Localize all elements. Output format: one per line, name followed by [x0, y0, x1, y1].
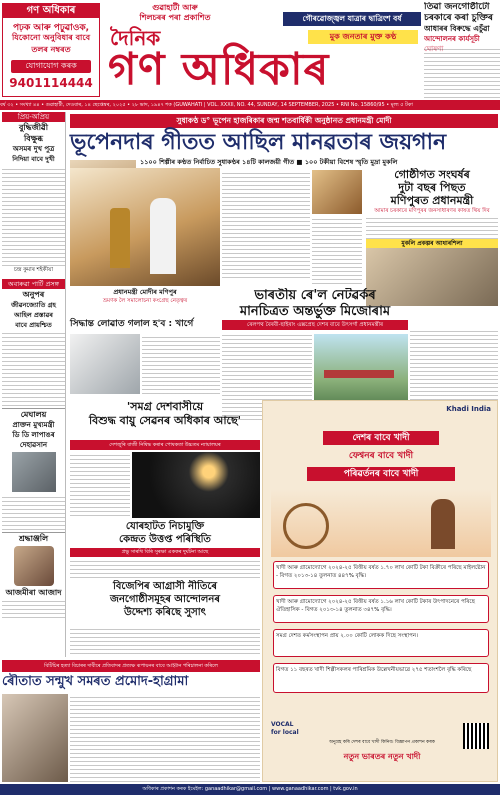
promo-logo: গণ অধিকাৰ	[3, 4, 99, 18]
top-right-headline-4: আন্দোলনৰ কাৰ্যসূচী	[424, 35, 480, 43]
rail-headline-1: ভাৰতীয় ৰে'ল নেটৱৰ্কৰ	[254, 288, 376, 303]
left-item1-byline: চন্দ্ৰ কুমাৰ শইকীয়া	[14, 267, 53, 273]
top-right-headline-1: তিৱা জনগোষ্ঠীটো	[424, 2, 490, 12]
kharge-body	[142, 334, 220, 394]
dateline-bar: বৰ্ষ ৩২ • সংখ্যা ৪৪ • গুৱাহাটী, দেওবাৰ, ১৪ ছেপ্তেম্বৰ, ২০২৫ • ২৮ ভাদ, ১৯৪৭ শক (GUWAHATI | VOL. XXXII, NO. 44, SUNDAY, 14 SEPTEMBER, 2025 • RNI No. 15860/95 • মূল্য ৫ টকা	[0, 100, 500, 110]
lead-kicker: সুধাকণ্ঠ ড° ভূপেন হাজৰিকাৰ জন্ম শতবাৰ্ষিকী অনুষ্ঠানত প্ৰধানমন্ত্ৰী মোদী	[70, 114, 498, 128]
ad-brand: Khadi India	[446, 405, 491, 413]
lead-photo-main	[70, 168, 220, 286]
left-item3-body	[2, 494, 65, 532]
ad-illustration	[271, 489, 491, 557]
lead-deck: ১১০০ শিল্পীৰ কণ্ঠত নিৰ্বাচিত সুধাকণ্ঠৰ ১৪টি কালজয়ী গীত ■ ১০০ টকীয়া বিশেষ স্মৃতি মুদ্ৰা মুকলি	[140, 158, 398, 166]
tribute-name: আজমীৰা আজাদ	[5, 588, 62, 597]
bottom-photo	[2, 694, 68, 782]
masthead-daily: দৈনিক	[110, 26, 161, 50]
manipur-headline-3: মণিপুৰত প্ৰধানমন্ত্ৰী	[390, 194, 474, 207]
bottom-body	[70, 694, 260, 782]
ad-stat-2: খাদী আৰু গ্ৰামোদ্যোগে ২০২৪-২৫ বিত্তীয় বৰ্ষত ১.১৬ লাখ কোটি টকাৰ উৎপাদনেৰে পৰিছে ঐতিহাসিক - বিগত ২০১৩-১৪ তুলনাত ৩৪৭% বৃদ্ধি।	[273, 595, 489, 623]
quote-headline-2: বিশুদ্ধ বায়ু সেৱনৰ অধিকাৰ আছে'	[88, 414, 242, 427]
anniversary-ribbon: গৌৰৱোজ্জ্বল যাত্ৰাৰ দ্বাত্ৰিংশ বৰ্ষ	[283, 12, 421, 26]
bhasha-headline-2: জনগোষ্ঠীসমূহৰ আন্দোলনৰ	[110, 594, 220, 605]
bhasha-headline-3: উদ্দেশ্য কৰিছে সুসাৎ	[123, 607, 206, 618]
tribute-label: শ্ৰদ্ধাঞ্জলি	[2, 532, 65, 545]
ad-credit: অনুগ্ৰহ কৰি দেশৰ বাবে খাদী কিনিব। বিজ্ঞাপন প্ৰকাশন কৰক	[329, 740, 435, 745]
bottom-headline: ৰৌতাত সন্মুখ সমৰত প্ৰমোদ-হাগ্ৰামা	[2, 674, 189, 689]
bhasha-headline-1: বিজেপিৰ আগ্ৰাসী নীতিৰে	[113, 581, 217, 592]
promo-text-3: তলৰ নম্বৰত	[31, 45, 71, 54]
left-item1-title-4: নিদিয়া বাবে দুখী	[12, 155, 55, 163]
left-item2-title-3: আহিল প্ৰস্তাৱৰ	[14, 311, 53, 319]
quote-body	[70, 452, 130, 518]
left-item1-title-1: বুদ্ধিজীৱী	[18, 123, 49, 132]
figure-icon	[431, 499, 455, 549]
bottom-kicker: বিটিচিৰ হত্যা বিচাৰৰ দাবীৰে প্ৰতিবাদৰ প্ৰত্যক্ষ ৰূপায়নৰ বাবে আহ্বান পৰিচালনা কৰিলে	[2, 660, 260, 672]
ad-stat-4: বিগত ১১ বছৰত খাদী শিল্পীসকলৰ পাৰিশ্ৰমিক উল্লেখনীয়ভাৱে ২৭৫ শতাংশলৈ বৃদ্ধি কৰিছে	[273, 663, 489, 693]
lamp-shape	[110, 208, 130, 268]
lapang-photo	[12, 452, 56, 492]
left-item2-body	[2, 330, 65, 408]
left-item2-title-2: জীৱনজ্যোতি গ্ৰহ	[11, 301, 56, 309]
bhasha-body	[70, 626, 260, 656]
person-shape	[150, 198, 176, 274]
ad-line-2: ফেশ্বনৰ বাবে খাদী	[348, 451, 414, 461]
left-item3-title-3: ডি ডি লাপাঙৰ	[12, 431, 55, 439]
top-right-story	[424, 2, 500, 98]
left-item2-title-1: অনুপৰ	[22, 290, 45, 299]
fireworks-photo	[132, 452, 260, 518]
top-right-headline-2: চৰকাৰে কৰা চুক্তিৰ	[424, 13, 493, 23]
ad-stat-1: খাদী আৰু গ্ৰামোদ্যোগে ২০২৪-২৫ বিত্তীয় বৰ্ষত ১.৭০ লাখ কোটি টকা বিক্ৰীৰে পৰিছে মাইলষ্টোন - বিগত ২০১৩-১৪ তুলনাত ৪৪৭% বৃদ্ধি।	[273, 561, 489, 589]
left-item3-title-2: প্ৰাক্তন মুখ্যমন্ত্ৰী	[12, 421, 55, 429]
ad-footer: নতুন ভাৰতৰ নতুন খাদী	[343, 752, 421, 761]
promo-text-4: যোগাযোগ কৰক	[11, 60, 91, 73]
ad-vocal-logo: VOCAL for local	[271, 721, 299, 736]
festival-headline-2: কেন্দ্ৰত উত্তপ্ত পৰিস্থিতি	[119, 534, 211, 545]
manipur-deck-2: মুকলি প্ৰকল্পৰ আধাৰশিলা	[366, 239, 498, 248]
spinning-wheel-icon	[283, 503, 329, 549]
footer-bar: অধিকাৰ প্ৰকাশন কৰক ইমেইল: ganaadhikar@gmail.com | www.ganaadhikar.com | tvk.gov.in	[0, 784, 500, 795]
khadi-ad	[262, 400, 498, 782]
top-tag-2: শিলচৰৰ পৰা প্ৰকাশিত	[139, 13, 211, 22]
train-shape	[324, 370, 394, 378]
left-column	[2, 112, 66, 657]
masthead-title: গণ অধিকাৰ	[108, 44, 330, 95]
lead-photo-caption: প্ৰধানমন্ত্ৰী মোদীৰ মণিপুৰ	[113, 288, 177, 296]
left-item3-title-4: দেহাৱসান	[19, 441, 48, 449]
kharge-photo	[70, 334, 140, 394]
quote-deck: দেশজুৰি বাজী নিষিদ্ধ কৰাৰ পোষকতা উচ্চতম ন্যায়ালয়ৰ	[70, 440, 260, 450]
manipur-body	[366, 215, 498, 239]
section-label-1: প্ৰিয়-অপ্ৰিয়	[2, 112, 65, 122]
left-item1-title-2: বিক্ষুব্ধ	[24, 134, 43, 143]
left-item2-title-4: বাবে প্ৰায়শ্চিত	[15, 321, 52, 329]
ad-line-1: দেশৰ বাবে খাদী	[323, 431, 439, 445]
promo-box	[2, 3, 100, 97]
tribute-body	[2, 598, 65, 618]
quote-headline-1: 'সমগ্ৰ দেশবাসীয়ে	[126, 400, 204, 413]
lead-inset-photo	[312, 170, 362, 214]
lead-headline: ভূপেনদাৰ গীতত আছিল মানৱতাৰ জয়গান	[70, 130, 447, 155]
masthead	[0, 0, 500, 100]
festival-deck: প্ৰভু সাৰথি বিৰি সুৰক্ষা এককৰ দুৰ্ঘটনা আছে	[70, 548, 260, 557]
tribute-photo	[14, 546, 54, 586]
ad-line-3: পৰিৱৰ্তনৰ বাবে খাদী	[307, 467, 455, 481]
festival-headline-1: যোৰহাটত নিচামুক্তি	[125, 521, 205, 532]
kharge-headline: সিদ্ধান্ত লোৱাত গলাল হ'ব : খাৰ্গে	[70, 319, 194, 329]
festival-body	[70, 558, 260, 578]
top-right-headline-3: আধাৰৰ বিৰুদ্ধে এচুঁৱা	[424, 24, 490, 33]
rail-deck: ৰেলপথ বৈৰবী-ছাইৰাং এক্সপ্ৰেছ দেশৰ বাবে উৎসৰ্গা প্ৰধানমন্ত্ৰীৰ	[222, 320, 408, 330]
phone-number: 9401114444	[9, 76, 93, 90]
ad-stat-3: সমগ্ৰ দেশত কৰ্মসংস্থাপন প্ৰায় ২.০০ কোটি লোকক দিছে সংস্থাপন।	[273, 629, 489, 657]
manipur-headline-2: দুটা বছৰ পিছত	[398, 181, 466, 194]
top-tag-1: গুৱাহাটী আৰু	[152, 3, 198, 12]
manipur-headline-1: গোষ্ঠীগত সংঘৰ্ষৰ	[394, 168, 470, 181]
section-label-2: অবাৰুৱা পাৰ্টি প্ৰসঙ্গ	[2, 279, 65, 289]
masthead-slogan: মুক জনতাৰ মুক্ত কণ্ঠ	[308, 30, 418, 44]
promo-text-2: যিকোনো অনুবিধাৰ বাবে	[11, 33, 91, 42]
promo-text-1: পঢ়ক আৰু পঢ়ুৱাওক,	[12, 23, 90, 33]
manipur-deck: আমাৰ চৰকাৰে মণিপুৰৰ জনসাধাৰণৰ কাষত থিয় দিব	[374, 208, 490, 214]
quote-story	[70, 400, 260, 440]
top-right-body	[424, 46, 500, 98]
left-item1-title-3: অসমৰ দুখ পুত্ৰ	[12, 145, 55, 153]
lead-photo-caption-2: ভ্ৰমণক লৈ সমালোচনা কংগ্ৰেছ নেতৃত্বৰ	[102, 298, 188, 304]
bhasha-story	[70, 580, 260, 624]
left-item3-title-1: মেঘালয়	[2, 408, 65, 420]
qr-code-icon	[463, 723, 489, 749]
rail-headline-2: মানচিত্ৰত অন্তৰ্ভুক্ত মিজোৰাম	[239, 304, 391, 319]
lead-body	[222, 170, 310, 280]
lead-body-2	[312, 216, 362, 286]
left-item1-body	[2, 166, 65, 266]
